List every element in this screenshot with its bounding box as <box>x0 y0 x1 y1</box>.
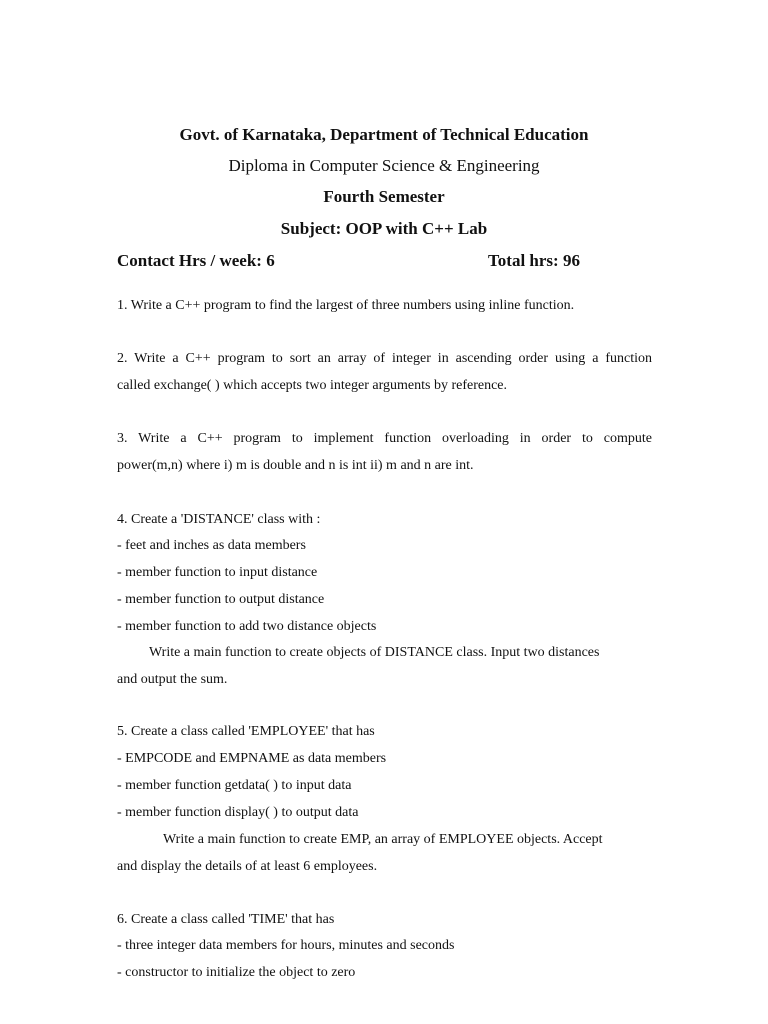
question-6-line-1: 6. Create a class called 'TIME' that has <box>117 912 335 927</box>
question-2-line-1: 2. Write a C++ program to sort an array of integer in ascending order using a function <box>117 351 652 366</box>
question-4-bullet-4: - member function to add two distance objects <box>117 619 377 634</box>
question-4-bullet-1: - feet and inches as data members <box>117 538 306 553</box>
question-4-main-line-1: Write a main function to create objects of DISTANCE class. Input two distances <box>149 645 600 660</box>
header-diploma: Diploma in Computer Science & Engineering <box>228 156 540 175</box>
total-hours: Total hrs: 96 <box>488 251 580 270</box>
header-semester: Fourth Semester <box>323 187 445 206</box>
question-3-line-2: power(m,n) where i) m is double and n is int ii) m and n are int. <box>117 458 474 473</box>
question-5-bullet-3: - member function display( ) to output data <box>117 805 359 820</box>
header-subject: Subject: OOP with C++ Lab <box>280 219 488 238</box>
contact-hours: Contact Hrs / week: 6 <box>117 251 275 270</box>
question-5-bullet-1: - EMPCODE and EMPNAME as data members <box>117 751 387 766</box>
question-4-main-line-2: and output the sum. <box>117 672 228 687</box>
question-5-line-1: 5. Create a class called 'EMPLOYEE' that has <box>117 724 375 739</box>
question-3-line-1: 3. Write a C++ program to implement function overloading in order to compute <box>117 431 652 446</box>
question-5-main-line-2: and display the details of at least 6 employees. <box>117 859 378 874</box>
question-6-bullet-2: - constructor to initialize the object to zero <box>117 965 356 980</box>
question-4-bullet-3: - member function to output distance <box>117 592 325 607</box>
header-govt: Govt. of Karnataka, Department of Technical Education <box>179 125 589 144</box>
question-6-bullet-1: - three integer data members for hours, minutes and seconds <box>117 938 455 953</box>
question-2-line-2: called exchange( ) which accepts two integer arguments by reference. <box>117 378 507 393</box>
question-5-main-line-1: Write a main function to create EMP, an array of EMPLOYEE objects. Accept <box>163 832 603 847</box>
question-4-line-1: 4. Create a 'DISTANCE' class with : <box>117 512 321 527</box>
question-4-bullet-2: - member function to input distance <box>117 565 318 580</box>
question-1: 1. Write a C++ program to find the largest of three numbers using inline function. <box>117 298 575 313</box>
question-5-bullet-2: - member function getdata( ) to input data <box>117 778 352 793</box>
